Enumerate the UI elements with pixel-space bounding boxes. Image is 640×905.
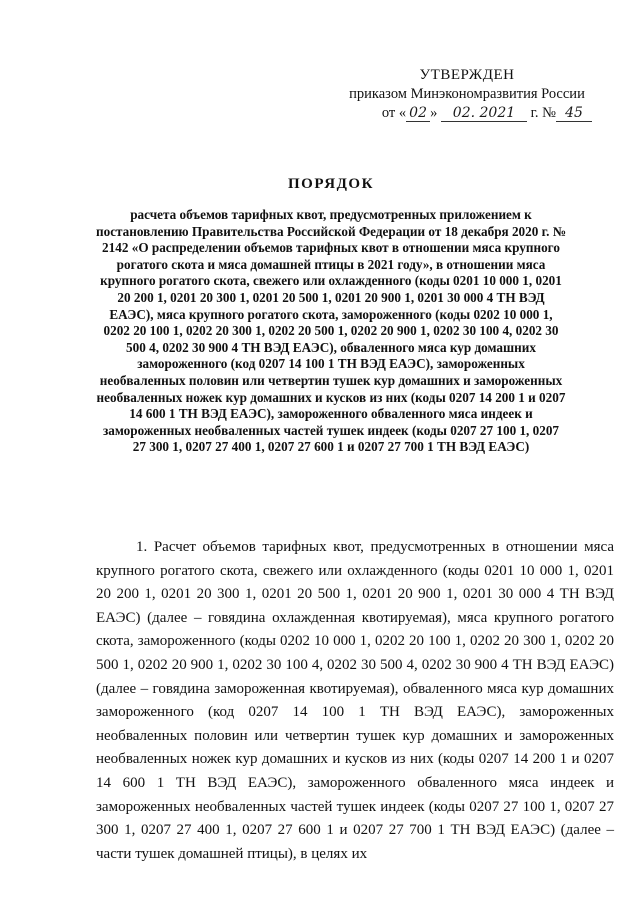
approval-day-handwritten: 02 — [406, 105, 430, 122]
approval-from-prefix: от « — [381, 105, 407, 121]
title-block — [96, 176, 566, 456]
approval-day-close: » — [430, 105, 438, 121]
document-subtitle: расчета объемов тарифных квот, предусмотренных приложением к постановлению Правительства Российской Федерации от 18 декабря 2020 г. № 2142 «О распределении объемов тарифных квот в отношении мяса крупного рогатого скота и мяса домашней птицы в 2021 году», в отношении мяса крупного рогатого скота, свежего или охлажденного (коды 0201 10 000 1, 0201 20 200 1, 0201 20 300 1, 0201 20 500 1, 0201 20 900 1, 0201 30 000 4 ТН ВЭД ЕАЭС), мяса крупного рогатого скота, замороженного (коды 0202 10 000 1, 0202 20 100 1, 0202 20 300 1, 0202 20 500 1, 0202 20 900 1, 0202 30 100 4, 0202 30 500 4, 0202 30 900 4 ТН ВЭД ЕАЭС), обваленного мяса кур домашних замороженного (код 0207 14 100 1 ТН ВЭД ЕАЭС), замороженных необваленных половин или четвертин тушек кур домашних и замороженных необваленных ножек кур домашних и кусков из них (коды 0207 14 200 1 и 0207 14 600 1 ТН ВЭД ЕАЭС), замороженного обваленного мяса индеек и замороженных необваленных частей тушек индеек (коды 0207 27 100 1, 0207 27 300 1, 0207 27 400 1, 0207 27 600 1 и 0207 27 700 1 ТН ВЭД ЕАЭС) — [96, 207, 566, 455]
document-title: ПОРЯДОК — [288, 176, 374, 192]
paragraph-1: 1. Расчет объемов тарифных квот, предусмотренных в отношении мяса крупного рогатого скота, свежего или охлажденного (коды 0201 10 000 1, 0201 20 200 1, 0201 20 300 1, 0201 20 500 1, 0201 20 900 1, 0201 30 000 4 ТН ВЭД ЕАЭС) (далее – говядина охлажденная квотируемая), мяса крупного рогатого скота, замороженного (коды 0202 10 000 1, 0202 20 100 1, 0202 20 300 1, 0202 20 500 1, 0202 20 900 1, 0202 30 100 4, 0202 30 500 4, 0202 30 900 4 ТН ВЭД ЕАЭС) (далее – говядина замороженная квотируемая), обваленного мяса кур домашних замороженного (код 0207 14 100 1 ТН ВЭД ЕАЭС), замороженных необваленных половин или четвертин тушек кур домашних и замороженных необваленных ножек кур домашних и кусков из них (коды 0207 14 200 1 и 0207 14 600 1 ТН ВЭД ЕАЭС), замороженного обваленного мяса индеек и замороженных необваленных частей тушек индеек (коды 0207 27 100 1, 0207 27 300 1, 0207 27 400 1, 0207 27 600 1 и 0207 27 700 1 ТН ВЭД ЕАЭС) (далее – части тушек домашней птицы), в целях их — [96, 539, 614, 862]
approval-year-suffix: г. № — [530, 105, 556, 121]
approval-order-by: приказом Минэкономразвития России — [349, 86, 585, 102]
approval-block — [342, 66, 592, 123]
approval-order-line — [342, 104, 592, 123]
approval-number-handwritten: 45 — [556, 105, 592, 122]
approval-month-year-handwritten: 02. 2021 — [441, 105, 527, 122]
approval-stamp: УТВЕРЖДЕН — [419, 67, 515, 83]
